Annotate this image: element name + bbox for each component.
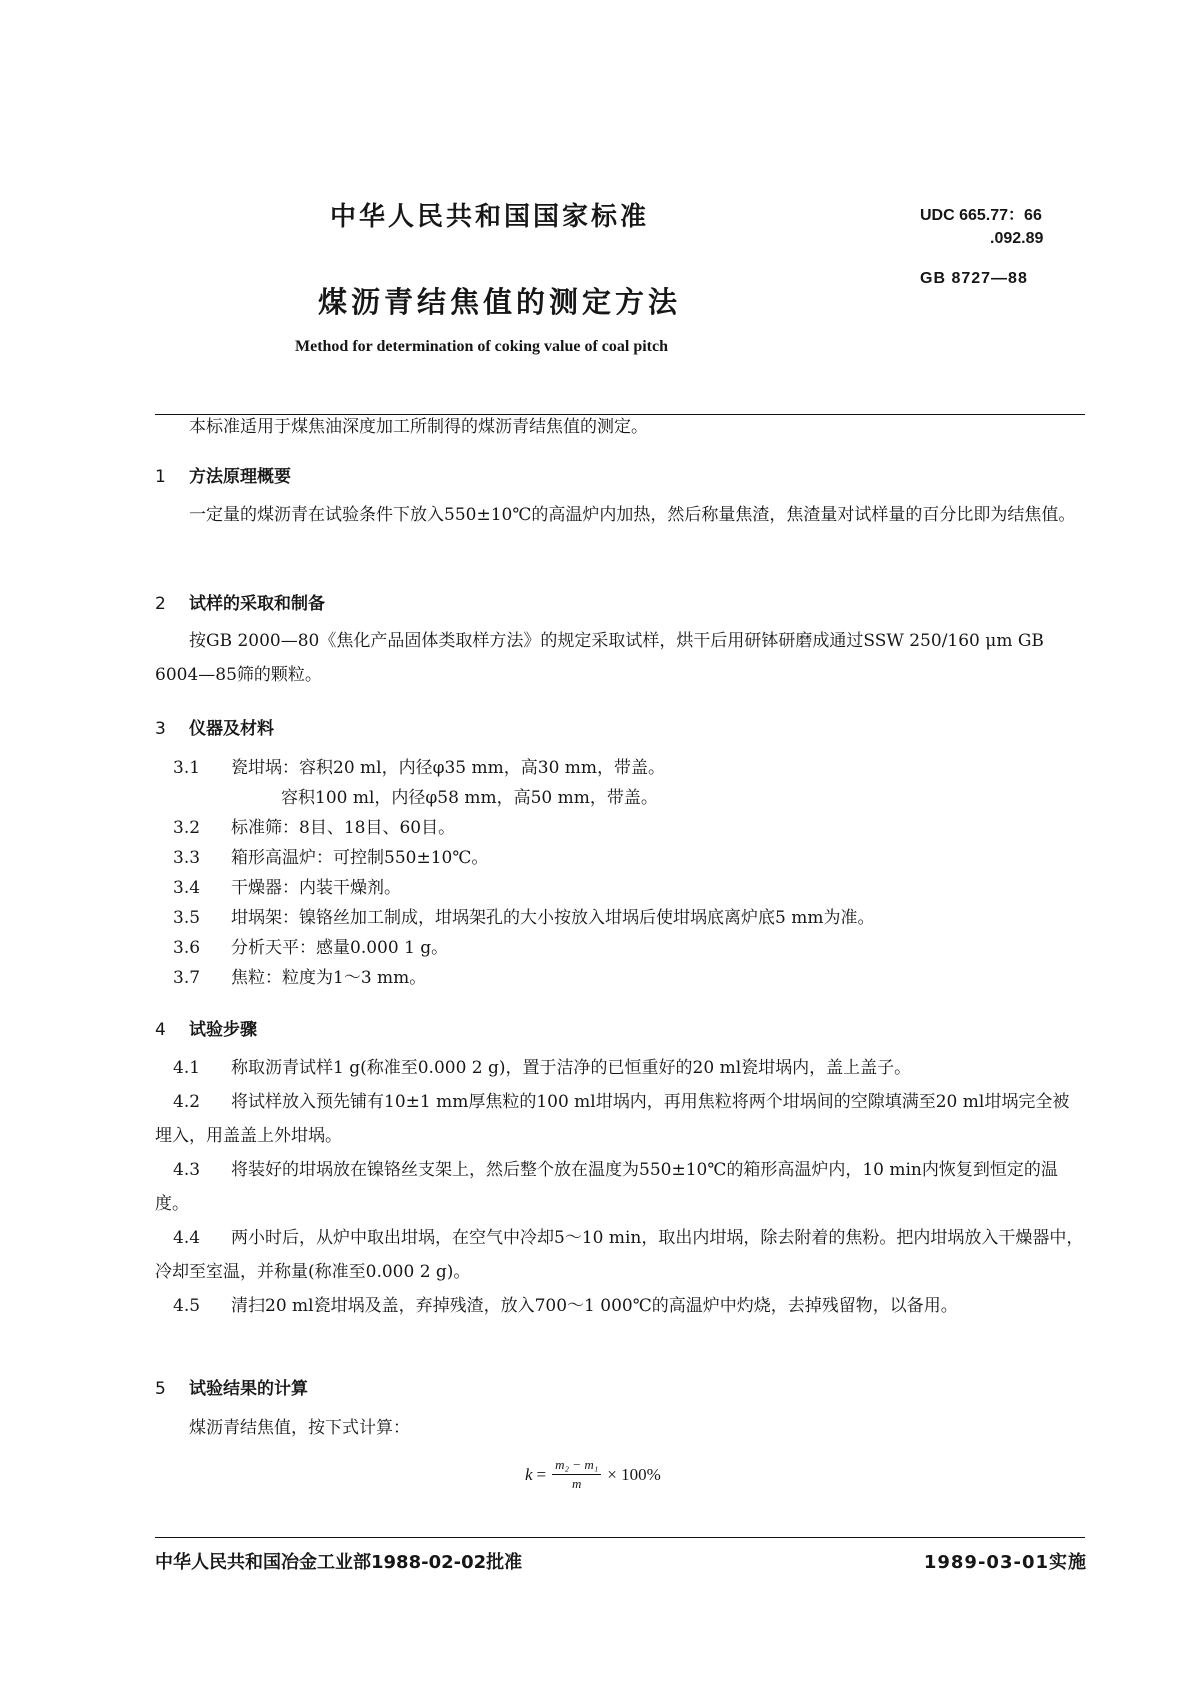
item-text: 称取沥青试样1 g(称准至0.000 2 g)，置于洁净的已恒重好的20 ml瓷坩埚内，盖上盖子。 [231,1058,912,1078]
item-number: 3.2 [173,818,201,838]
item-text: 将装好的坩埚放在镍铬丝支架上，然后整个放在温度为550±10℃的箱形高温炉内，10 min内恢复到恒定的温度。 [155,1160,1058,1214]
step-paragraph [155,1153,1085,1221]
item-text: 容积100 ml，内径φ58 mm，高50 mm，带盖。 [281,788,658,808]
item-text: 标准筛：8目、18目、60目。 [231,818,456,838]
formula-lhs: k [525,1464,533,1484]
list-item [173,843,488,868]
gb-code: GB 8727—88 [920,270,1028,287]
section-number: 5 [155,1379,166,1399]
udc-line-1: UDC 665.77：66 [920,207,1042,224]
item-number: 3.6 [173,938,201,958]
formula-fraction [552,1457,601,1492]
section-paragraph: 煤沥青结焦值，按下式计算： [189,1418,410,1438]
item-number: 4.4 [173,1228,201,1248]
item-number: 3.5 [173,908,201,928]
item-number: 3.3 [173,848,201,868]
step-paragraph [155,1085,1085,1153]
step-paragraph [155,1051,1085,1085]
udc-code [920,204,1043,250]
step-paragraph [155,1289,1085,1323]
coking-value-formula [525,1457,661,1492]
section-number: 1 [155,467,166,487]
item-number: 3.7 [173,968,201,988]
section-title: 方法原理概要 [189,467,291,487]
item-number: 4.2 [173,1092,201,1112]
section-title: 仪器及材料 [189,719,274,739]
item-number: 4.5 [173,1296,201,1316]
footer-divider [155,1537,1085,1538]
standard-title: 中华人民共和国国家标准 [330,202,650,232]
implementation-date: 1989-03-01实施 [923,1552,1087,1573]
item-text: 分析天平：感量0.000 1 g。 [231,938,449,958]
section-heading [155,714,274,739]
item-text: 坩埚架：镍铬丝加工制成，坩埚架孔的大小按放入坩埚后使坩埚底离炉底5 mm为准。 [231,908,875,928]
item-number: 4.3 [173,1160,201,1180]
item-text: 将试样放入预先铺有10±1 mm厚焦粒的100 ml坩埚内，再用焦粒将两个坩埚间的空隙填满至20 ml坩埚完全被埋入，用盖盖上外坩埚。 [155,1092,1070,1146]
section-number: 2 [155,594,166,614]
approval-info: 中华人民共和国冶金工业部1988-02-02批准 [155,1552,523,1573]
intro-paragraph: 本标准适用于煤焦油深度加工所制得的煤沥青结焦值的测定。 [189,417,648,437]
formula-numerator: m₂ − m₁ [552,1457,601,1475]
english-title: Method for determination of coking value of coal pitch [295,338,669,355]
formula-rhs: × 100% [607,1464,661,1484]
section-heading [155,1374,308,1399]
section-number: 3 [155,719,166,739]
item-number: 4.1 [173,1058,201,1078]
section-heading [155,589,325,614]
list-item [173,813,455,838]
list-item [173,873,401,898]
list-item [173,753,665,778]
section-paragraph: 按GB 2000—80《焦化产品固体类取样方法》的规定采取试样，烘干后用研钵研磨成通过SSW 250/160 μm GB 6004—85筛的颗粒。 [155,631,1044,685]
formula-equals: = [536,1464,547,1484]
section-title: 试验步骤 [189,1020,257,1040]
section-paragraph: 一定量的煤沥青在试验条件下放入550±10℃的高温炉内加热，然后称量焦渣，焦渣量对试样量的百分比即为结焦值。 [189,505,1076,525]
list-item [173,963,426,988]
formula-denominator: m [571,1476,582,1491]
item-text: 干燥器：内装干燥剂。 [231,878,401,898]
list-item [173,903,874,928]
list-item [231,783,658,808]
item-number: 3.1 [173,758,201,778]
document-title: 煤沥青结焦值的测定方法 [318,285,682,319]
section-title: 试验结果的计算 [189,1379,308,1399]
udc-line-2: .092.89 [990,230,1044,247]
item-text: 焦粒：粒度为1～3 mm。 [231,968,427,988]
item-number: 3.4 [173,878,201,898]
item-text: 清扫20 ml瓷坩埚及盖，弃掉残渣，放入700～1 000℃的高温炉中灼烧，去掉残留物，以备用。 [231,1296,958,1316]
list-item [173,933,448,958]
section-heading [155,1015,257,1040]
section-heading [155,462,291,487]
section-title: 试样的采取和制备 [189,594,325,614]
item-text: 瓷坩埚：容积20 ml，内径φ35 mm，高30 mm，带盖。 [231,758,666,778]
step-paragraph [155,1221,1085,1289]
item-text: 两小时后，从炉中取出坩埚，在空气中冷却5～10 min，取出内坩埚，除去附着的焦粉。把内坩埚放入干燥器中，冷却至室温，并称量(称准至0.000 2 g)。 [155,1228,1084,1282]
section-number: 4 [155,1020,166,1040]
item-text: 箱形高温炉：可控制550±10℃。 [231,848,489,868]
